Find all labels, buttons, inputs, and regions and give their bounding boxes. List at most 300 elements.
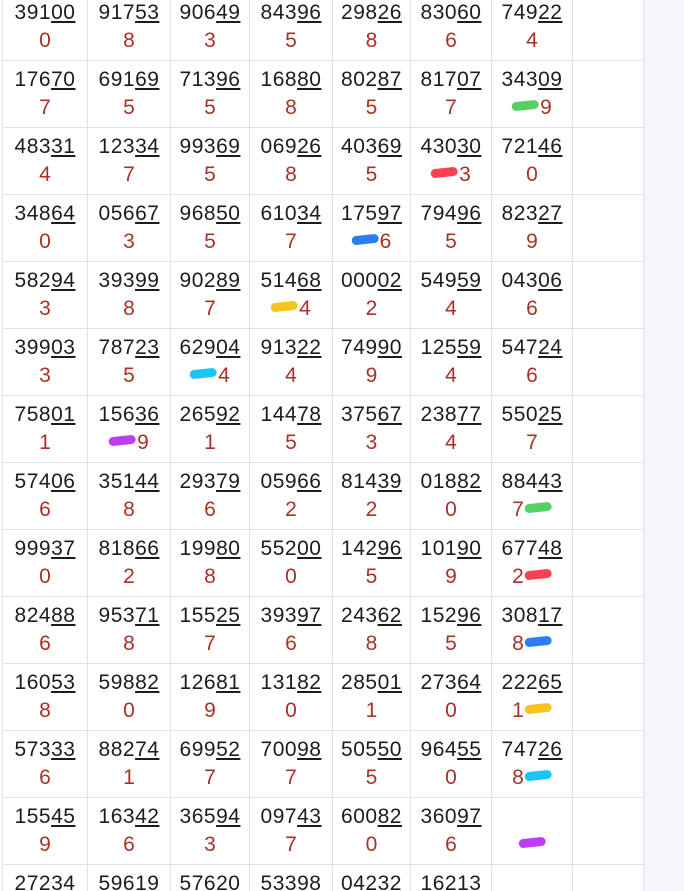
number-top-underlined: 44 [135, 470, 160, 493]
number-top-plain: 713 [179, 68, 217, 91]
number-cell[interactable] [171, 195, 250, 261]
number-cell[interactable] [492, 329, 573, 395]
number-cell[interactable] [3, 664, 88, 730]
number-top-underlined: 27 [538, 202, 563, 225]
table-row [3, 262, 644, 329]
red-digit: 5 [365, 766, 378, 789]
number-cell[interactable] [3, 798, 88, 864]
red-digit: 9 [445, 565, 457, 588]
number-top-plain: 598 [98, 671, 136, 694]
number-bottom [366, 764, 378, 792]
number-top-plain: 162 [420, 872, 458, 891]
number-cell[interactable] [333, 597, 411, 663]
number-top-plain: 160 [14, 671, 52, 694]
number-top-plain: 272 [14, 872, 52, 891]
number-cell[interactable] [3, 262, 88, 328]
red-digit: 9 [137, 431, 149, 454]
number-top-underlined: 33 [51, 738, 76, 761]
number-top-plain: 144 [260, 403, 298, 426]
number-top [341, 267, 402, 295]
number-bottom [39, 429, 51, 457]
red-digit: 1 [204, 431, 216, 454]
number-top [421, 669, 482, 697]
number-top-underlined: 25 [538, 403, 563, 426]
number-cell[interactable] [492, 262, 573, 328]
number-top-plain: 199 [179, 537, 217, 560]
number-cell[interactable] [250, 463, 333, 529]
number-cell[interactable] [88, 798, 171, 864]
number-top [421, 0, 482, 27]
number-cell[interactable] [492, 597, 573, 663]
number-top-plain: 787 [98, 336, 136, 359]
number-bottom [445, 630, 457, 658]
number-bottom [526, 228, 538, 256]
number-top [99, 0, 160, 27]
number-top [421, 267, 482, 295]
number-cell[interactable] [250, 530, 333, 596]
number-cell[interactable] [171, 0, 250, 60]
purple-highlight-mark [518, 836, 546, 848]
number-top-underlined: 00 [51, 1, 76, 24]
number-top-underlined: 66 [135, 537, 160, 560]
number-top [421, 535, 482, 563]
number-top-underlined: 26 [377, 1, 402, 24]
number-top [15, 334, 76, 362]
red-digit: 9 [39, 833, 51, 856]
number-cell[interactable] [171, 396, 250, 462]
number-top-underlined: 22 [538, 1, 563, 24]
blue-highlight-mark [524, 635, 552, 647]
number-cell[interactable] [3, 0, 88, 60]
red-digit: 5 [123, 96, 135, 119]
number-cell[interactable] [171, 597, 250, 663]
empty-cell [573, 262, 644, 328]
number-top [15, 133, 76, 161]
number-cell[interactable] [333, 463, 411, 529]
number-bottom [204, 27, 216, 55]
purple-highlight-mark [108, 434, 136, 446]
number-cell[interactable] [88, 530, 171, 596]
number-top [341, 736, 402, 764]
number-bottom [526, 295, 538, 323]
number-top-underlined: 60 [457, 1, 482, 24]
number-cell[interactable] [250, 865, 333, 891]
number-cell[interactable] [88, 463, 171, 529]
number-bottom [445, 362, 457, 390]
number-top-underlined: 39 [377, 470, 402, 493]
number-bottom [123, 362, 135, 390]
number-cell[interactable] [3, 396, 88, 462]
red-digit: 4 [39, 163, 51, 186]
number-bottom [204, 429, 216, 457]
number-top [421, 803, 482, 831]
number-bottom [123, 27, 135, 55]
number-cell[interactable] [171, 865, 250, 891]
number-cell[interactable] [250, 731, 333, 797]
red-digit: 8 [123, 29, 135, 52]
number-bottom [366, 630, 378, 658]
number-cell[interactable] [171, 329, 250, 395]
number-cell[interactable] [411, 865, 492, 891]
number-top-plain: 393 [98, 269, 136, 292]
number-cell[interactable] [3, 329, 88, 395]
red-digit: 0 [445, 498, 457, 521]
number-top-plain: 393 [260, 604, 298, 627]
number-cell[interactable] [333, 61, 411, 127]
number-bottom [39, 228, 51, 256]
number-bottom [271, 295, 311, 323]
empty-cell [573, 798, 644, 864]
number-cell[interactable] [3, 597, 88, 663]
number-bottom [366, 563, 378, 591]
empty-cell [573, 61, 644, 127]
number-cell[interactable] [171, 61, 250, 127]
number-bottom [366, 429, 378, 457]
number-top-underlined: 55 [457, 738, 482, 761]
number-cell[interactable] [88, 128, 171, 194]
number-top [180, 200, 241, 228]
cyan-highlight-mark [189, 367, 217, 379]
number-top-underlined: 20 [216, 872, 241, 891]
red-digit: 3 [204, 833, 216, 856]
number-top-plain: 152 [420, 604, 458, 627]
number-cell[interactable] [171, 262, 250, 328]
red-digit: 0 [39, 29, 51, 52]
number-cell[interactable] [88, 664, 171, 730]
red-digit: 9 [204, 699, 216, 722]
number-top-plain: 222 [501, 671, 539, 694]
number-cell[interactable] [88, 195, 171, 261]
number-cell[interactable] [88, 61, 171, 127]
number-top-plain: 375 [341, 403, 378, 426]
number-cell[interactable] [492, 463, 573, 529]
table-row [3, 396, 644, 463]
number-top [15, 602, 76, 630]
number-top [341, 401, 402, 429]
number-cell[interactable] [492, 396, 573, 462]
red-digit: 6 [526, 297, 538, 320]
number-top-plain: 403 [341, 135, 378, 158]
number-top [99, 803, 160, 831]
number-cell[interactable] [88, 731, 171, 797]
number-cell[interactable] [333, 329, 411, 395]
red-digit: 8 [365, 29, 378, 52]
number-top-plain: 176 [14, 68, 52, 91]
table-row [3, 731, 644, 798]
number-cell[interactable] [250, 597, 333, 663]
number-bottom [39, 831, 51, 859]
number-cell[interactable] [250, 128, 333, 194]
number-top-plain: 823 [501, 202, 539, 225]
number-top [261, 133, 322, 161]
number-top-plain: 968 [179, 202, 217, 225]
number-cell[interactable] [411, 396, 492, 462]
number-cell[interactable] [171, 664, 250, 730]
number-bottom [204, 630, 216, 658]
number-top [180, 334, 241, 362]
number-top [261, 267, 322, 295]
number-top-plain: 699 [179, 738, 217, 761]
number-top-underlined: 71 [135, 604, 160, 627]
number-top-underlined: 98 [297, 738, 322, 761]
number-cell[interactable] [250, 195, 333, 261]
yellow-highlight-mark [524, 702, 552, 714]
number-top-underlined: 30 [457, 135, 482, 158]
number-bottom [285, 27, 297, 55]
number-cell[interactable] [411, 128, 492, 194]
number-cell[interactable] [3, 731, 88, 797]
number-cell[interactable] [492, 664, 573, 730]
number-bottom [285, 831, 297, 859]
number-top-underlined: 34 [297, 202, 322, 225]
number-bottom [123, 94, 135, 122]
red-digit: 0 [285, 565, 297, 588]
number-cell[interactable] [3, 463, 88, 529]
number-cell[interactable] [171, 731, 250, 797]
number-top [261, 535, 322, 563]
red-digit: 6 [526, 364, 538, 387]
number-cell[interactable] [171, 128, 250, 194]
number-top-underlined: 69 [135, 68, 160, 91]
number-cell[interactable] [333, 195, 411, 261]
red-digit: 5 [285, 29, 297, 52]
number-top-plain: 298 [341, 1, 378, 24]
number-cell[interactable] [411, 731, 492, 797]
number-bottom [39, 630, 51, 658]
number-cell[interactable] [250, 0, 333, 60]
number-cell[interactable] [411, 195, 492, 261]
number-bottom [204, 228, 216, 256]
number-cell[interactable] [333, 731, 411, 797]
number-top-underlined: 99 [135, 269, 160, 292]
number-bottom [519, 831, 546, 859]
number-cell[interactable] [250, 396, 333, 462]
number-cell[interactable] [333, 664, 411, 730]
number-top-plain: 999 [14, 537, 52, 560]
number-top [99, 468, 160, 496]
red-digit: 3 [365, 431, 378, 454]
number-top-plain: 043 [501, 269, 539, 292]
number-top-underlined: 59 [457, 336, 482, 359]
number-top [261, 468, 322, 496]
number-bottom [204, 161, 216, 189]
number-cell[interactable] [492, 128, 573, 194]
number-top-underlined: 96 [297, 1, 322, 24]
number-top-underlined: 26 [538, 738, 563, 761]
number-top-underlined: 67 [377, 403, 402, 426]
number-cell[interactable] [333, 865, 411, 891]
number-top-underlined: 59 [457, 269, 482, 292]
number-cell[interactable] [333, 530, 411, 596]
red-digit: 7 [285, 833, 297, 856]
red-digit: 6 [285, 632, 297, 655]
number-top-underlined: 13 [457, 872, 482, 891]
number-top-underlined: 88 [51, 604, 76, 627]
number-top-underlined: 52 [216, 738, 241, 761]
number-top [421, 133, 482, 161]
number-top [421, 736, 482, 764]
number-top-plain: 285 [341, 671, 378, 694]
number-cell[interactable] [250, 262, 333, 328]
number-top-plain: 273 [420, 671, 458, 694]
number-top [99, 267, 160, 295]
table-row [3, 597, 644, 664]
number-cell[interactable] [411, 463, 492, 529]
number-top [15, 535, 76, 563]
red-digit: 4 [445, 431, 457, 454]
number-cell[interactable] [411, 61, 492, 127]
number-bottom [285, 764, 297, 792]
number-bottom [445, 429, 457, 457]
number-top [502, 334, 563, 362]
number-cell[interactable] [411, 664, 492, 730]
number-top-plain: 243 [341, 604, 378, 627]
number-cell[interactable] [3, 865, 88, 891]
number-cell[interactable] [411, 530, 492, 596]
number-top-plain: 574 [14, 470, 52, 493]
number-top [180, 669, 241, 697]
number-top-plain: 056 [98, 202, 136, 225]
number-top-underlined: 82 [135, 671, 160, 694]
number-top-plain: 700 [260, 738, 298, 761]
number-cell[interactable] [333, 0, 411, 60]
table-row [3, 195, 644, 262]
number-top [502, 602, 563, 630]
number-top-plain: 906 [179, 1, 217, 24]
number-top-plain: 000 [341, 269, 378, 292]
number-cell[interactable] [411, 798, 492, 864]
number-top-plain: 953 [98, 604, 136, 627]
number-cell[interactable] [411, 0, 492, 60]
number-bottom [445, 94, 457, 122]
red-digit: 4 [218, 364, 230, 387]
number-cell[interactable] [250, 329, 333, 395]
number-top-plain: 552 [260, 537, 298, 560]
number-top-underlined: 94 [216, 805, 241, 828]
number-cell[interactable] [171, 530, 250, 596]
number-bottom [526, 429, 538, 457]
table-row [3, 530, 644, 597]
number-top-underlined: 06 [51, 470, 76, 493]
number-cell[interactable] [88, 396, 171, 462]
number-cell[interactable] [3, 61, 88, 127]
number-top-underlined: 82 [457, 470, 482, 493]
number-top-underlined: 64 [457, 671, 482, 694]
number-cell[interactable] [333, 798, 411, 864]
number-cell[interactable] [492, 61, 573, 127]
number-top-underlined: 00 [297, 537, 322, 560]
number-bottom [352, 228, 392, 256]
number-top-underlined: 42 [135, 805, 160, 828]
number-cell[interactable] [411, 597, 492, 663]
number-top-plain: 576 [179, 872, 217, 891]
number-cell[interactable] [88, 262, 171, 328]
red-digit: 6 [445, 833, 457, 856]
number-cell[interactable] [492, 731, 573, 797]
number-cell[interactable] [333, 262, 411, 328]
red-digit: 8 [123, 297, 135, 320]
number-top-plain: 824 [14, 604, 52, 627]
table-row [3, 664, 644, 731]
red-digit: 2 [123, 565, 135, 588]
number-top-underlined: 66 [297, 470, 322, 493]
number-top-underlined: 92 [216, 403, 241, 426]
number-top-plain: 596 [98, 872, 136, 891]
number-bottom [39, 362, 51, 390]
table-row [3, 865, 644, 891]
number-top-plain: 533 [260, 872, 298, 891]
number-cell[interactable] [171, 798, 250, 864]
number-top [261, 803, 322, 831]
number-bottom [366, 94, 378, 122]
red-digit: 7 [526, 431, 538, 454]
number-cell[interactable] [492, 530, 573, 596]
number-bottom [123, 563, 135, 591]
number-cell[interactable] [411, 262, 492, 328]
number-top [502, 535, 563, 563]
number-top-plain: 882 [98, 738, 136, 761]
number-top-plain: 993 [179, 135, 217, 158]
number-cell[interactable] [250, 664, 333, 730]
number-bottom [39, 563, 51, 591]
number-cell[interactable] [250, 61, 333, 127]
empty-cell [573, 530, 644, 596]
number-cell[interactable] [492, 0, 573, 60]
number-cell[interactable] [333, 128, 411, 194]
number-cell[interactable] [88, 0, 171, 60]
red-digit: 5 [365, 163, 378, 186]
number-top [341, 468, 402, 496]
number-cell[interactable] [411, 329, 492, 395]
number-top-plain: 721 [501, 135, 539, 158]
lottery-number-grid [2, 0, 644, 891]
red-digit: 6 [123, 833, 135, 856]
number-top-plain: 018 [420, 470, 458, 493]
number-cell[interactable] [3, 128, 88, 194]
number-top-underlined: 50 [377, 738, 402, 761]
number-cell[interactable] [250, 798, 333, 864]
number-top-underlined: 98 [297, 872, 322, 891]
number-cell[interactable] [88, 329, 171, 395]
number-cell[interactable] [88, 597, 171, 663]
green-highlight-mark [524, 501, 552, 513]
number-cell[interactable] [3, 530, 88, 596]
red-digit: 4 [299, 297, 311, 320]
red-digit: 7 [204, 632, 216, 655]
number-top-underlined: 23 [135, 336, 160, 359]
number-top [421, 468, 482, 496]
number-top-underlined: 31 [51, 135, 76, 158]
red-digit: 1 [365, 699, 378, 722]
number-top-plain: 917 [98, 1, 136, 24]
number-top-underlined: 97 [457, 805, 482, 828]
number-top [261, 0, 322, 27]
number-top-plain: 817 [420, 68, 458, 91]
number-bottom [39, 161, 51, 189]
number-top [15, 267, 76, 295]
number-cell[interactable] [333, 396, 411, 462]
number-top-underlined: 43 [297, 805, 322, 828]
number-top-plain: 308 [501, 604, 539, 627]
number-cell[interactable] [492, 195, 573, 261]
red-digit: 0 [445, 766, 457, 789]
number-cell[interactable] [88, 865, 171, 891]
number-cell[interactable] [3, 195, 88, 261]
number-cell[interactable] [171, 463, 250, 529]
number-top-plain: 610 [260, 202, 298, 225]
number-top-plain: 814 [341, 470, 378, 493]
red-digit: 3 [39, 364, 51, 387]
